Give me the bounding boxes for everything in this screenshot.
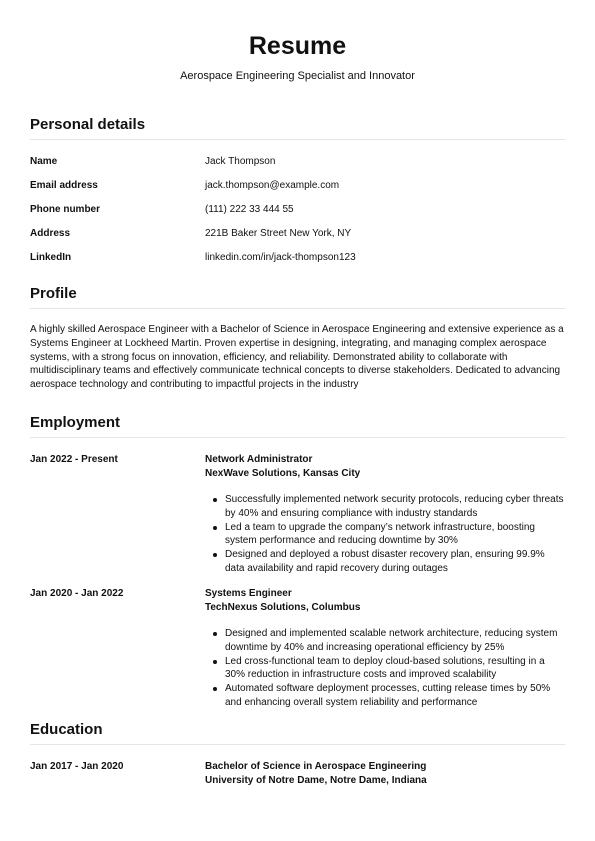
bullet-icon (213, 553, 217, 557)
section-divider (30, 308, 565, 309)
job-bullet-text: Successfully implemented network security protocols, reducing cyber threats by 40% and ensuring compliance with industry standards (225, 494, 564, 519)
section-heading-employment: Employment (30, 414, 121, 431)
job-bullet (205, 655, 565, 683)
personal-label-linkedin: LinkedIn (30, 252, 72, 263)
section-heading-profile: Profile (30, 285, 77, 302)
page-subtitle: Aerospace Engineering Specialist and Innovator (180, 70, 415, 82)
section-divider (30, 139, 565, 140)
section-heading-education: Education (30, 721, 103, 738)
page-title: Resume (248, 32, 347, 60)
section-heading-personal: Personal details (30, 116, 146, 133)
education-school: University of Notre Dame, Notre Dame, Indiana (205, 775, 427, 786)
personal-value-linkedin: linkedin.com/in/jack-thompson123 (205, 252, 356, 263)
job-dates: Jan 2022 - Present (30, 454, 118, 465)
bullet-icon (213, 498, 217, 502)
job-bullet (205, 521, 565, 549)
section-divider (30, 744, 565, 745)
personal-value-address: 221B Baker Street New York, NY (205, 228, 352, 239)
personal-label-address: Address (30, 228, 71, 239)
personal-label-phone: Phone number (30, 204, 101, 215)
job-bullet (205, 548, 565, 576)
personal-label-name: Name (30, 156, 58, 167)
job-company: TechNexus Solutions, Columbus (205, 602, 361, 613)
job-bullet-text: Designed and deployed a robust disaster recovery plan, ensuring 99.9% data availability and rapid recovery during outages (225, 549, 545, 574)
job-bullet-text: Led cross-functional team to deploy cloud-based solutions, resulting in a 30% reduction in infrastructure costs and improved scalability (225, 655, 545, 681)
bullet-icon (213, 632, 217, 636)
job-bullet-text: Led a team to upgrade the company’s network infrastructure, boosting system performance and reducing downtime by 30% (225, 521, 535, 547)
personal-value-phone: (111) 222 33 444 55 (205, 204, 294, 215)
job-bullet-text: Automated software deployment processes, cutting release times by 50% and enhancing overall system reliability and performance (225, 683, 551, 708)
job-bullet (205, 493, 565, 521)
job-bullet-text: Designed and implemented scalable network architecture, reducing system downtime by 40% and increasing operational efficiency by 25% (225, 628, 558, 653)
section-divider (30, 437, 565, 438)
personal-label-email: Email address (30, 180, 98, 191)
education-degree: Bachelor of Science in Aerospace Engineering (205, 761, 427, 772)
bullet-icon (213, 660, 217, 664)
bullet-icon (213, 526, 217, 530)
bullet-icon (213, 687, 217, 691)
job-bullet (205, 627, 565, 655)
job-bullet (205, 682, 565, 710)
job-dates: Jan 2020 - Jan 2022 (30, 588, 124, 599)
profile-summary: A highly skilled Aerospace Engineer with a Bachelor of Science in Aerospace Engineering and extensive experience as a Systems Engineer at Lockheed Martin. Proven expertise in designing, integrating, and managing complex aerospace systems, with a strong focus on innovation, efficiency, and reliability. Demonstrated ability to collaborate with multidisciplinary teams and effectively communicate technical concepts to diverse stakeholders. Dedicated to advancing aerospace technology and contributing to impactful projects in the industry (30, 324, 564, 391)
job-title: Systems Engineer (205, 588, 292, 599)
job-bullet-list (205, 627, 565, 710)
job-title: Network Administrator (205, 454, 313, 465)
job-bullet-list (205, 493, 565, 576)
personal-value-name: Jack Thompson (205, 156, 276, 167)
personal-value-email: jack.thompson@example.com (205, 180, 340, 191)
education-dates: Jan 2017 - Jan 2020 (30, 761, 124, 772)
job-company: NexWave Solutions, Kansas City (205, 468, 361, 479)
